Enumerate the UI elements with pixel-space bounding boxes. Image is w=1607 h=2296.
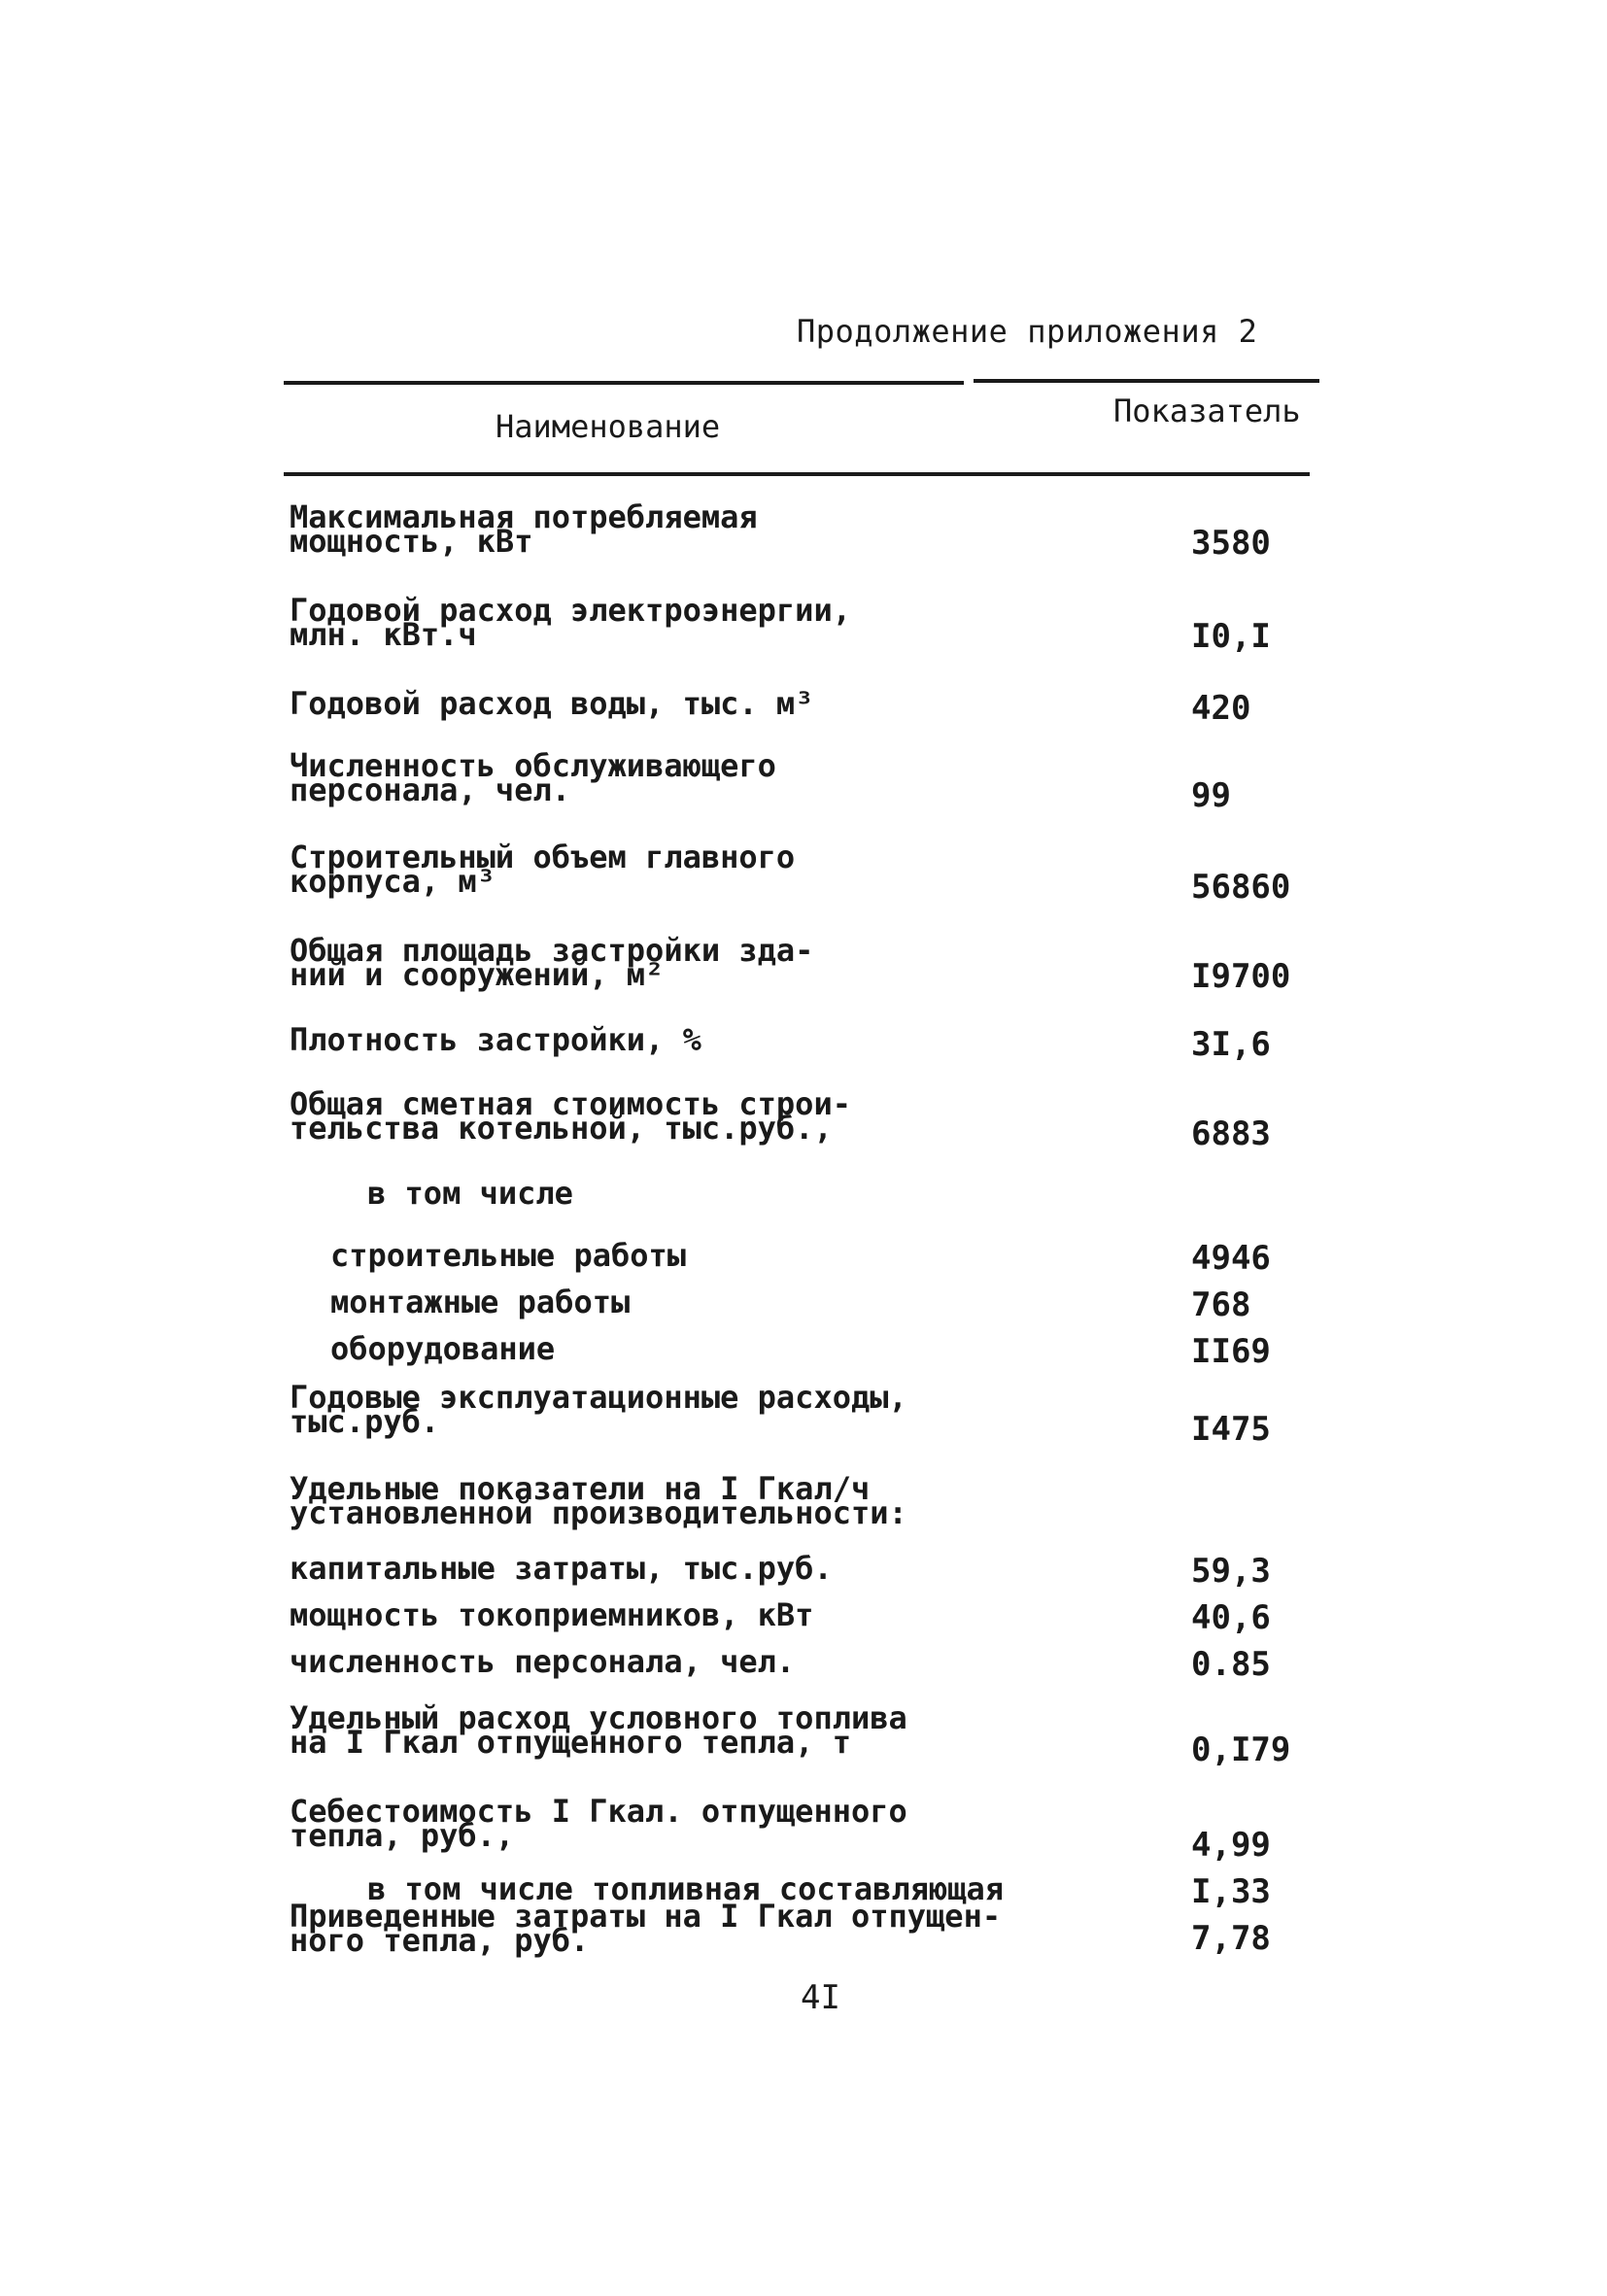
row-name: Годовой расход электроэнергии, млн. кВт.ч xyxy=(290,592,851,653)
row-name: оборудование xyxy=(330,1330,556,1367)
row-value: I9700 xyxy=(1191,957,1291,996)
column-header-value: Показатель xyxy=(1113,393,1301,429)
row-value: I,33 xyxy=(1191,1872,1271,1911)
row-value: 4946 xyxy=(1191,1239,1271,1278)
row-name: Удельные показатели на I Гкал/ч установленной производительности: xyxy=(290,1470,907,1531)
table-top-rule-right xyxy=(974,379,1319,383)
column-header-name: Наименование xyxy=(496,408,721,445)
row-name: Плотность застройки, % xyxy=(290,1021,701,1058)
row-name: строительные работы xyxy=(330,1237,687,1274)
table-header-rule xyxy=(284,472,1310,476)
row-value: 0.85 xyxy=(1191,1645,1271,1684)
row-value: 0,I79 xyxy=(1191,1731,1291,1769)
row-value: 7,78 xyxy=(1191,1919,1271,1958)
row-value: 56860 xyxy=(1191,868,1291,907)
row-name: Общая сметная стоимость строи- тельства котельной, тыс.руб., xyxy=(290,1085,851,1147)
row-name: Приведенные затраты на I Гкал отпущен- ного тепла, руб. xyxy=(290,1898,1002,1959)
row-value: 768 xyxy=(1191,1285,1251,1324)
row-name: капитальные затраты, тыс.руб. xyxy=(290,1550,833,1587)
row-value: 3I,6 xyxy=(1191,1025,1271,1064)
row-value: I475 xyxy=(1191,1410,1271,1449)
row-value: 99 xyxy=(1191,776,1231,815)
row-name: Годовые эксплуатационные расходы, тыс.руб. xyxy=(290,1379,907,1440)
row-name: Общая площадь застройки зда- ний и сооружений, м² xyxy=(290,932,814,993)
row-name: мощность токоприемников, кВт xyxy=(290,1596,814,1633)
page-number: 4I xyxy=(801,1978,840,2017)
row-value: I0,I xyxy=(1191,617,1271,656)
row-value: 40,6 xyxy=(1191,1598,1271,1637)
row-name: Годовой расход воды, тыс. м³ xyxy=(290,685,814,722)
row-name: монтажные работы xyxy=(330,1284,631,1320)
row-value: 6883 xyxy=(1191,1114,1271,1153)
row-name: Себестоимость I Гкал. отпущенного тепла, руб., xyxy=(290,1793,907,1854)
row-value: 3580 xyxy=(1191,524,1271,563)
row-name: Удельный расход условного топлива на I Гкал отпущенного тепла, т xyxy=(290,1699,907,1761)
row-value: 420 xyxy=(1191,689,1251,728)
row-value: II69 xyxy=(1191,1332,1271,1371)
appendix-continuation-note: Продолжение приложения 2 xyxy=(797,313,1258,350)
row-value: 59,3 xyxy=(1191,1552,1271,1591)
row-name: численность персонала, чел. xyxy=(290,1643,796,1680)
row-name: Строительный объем главного корпуса, м³ xyxy=(290,839,796,900)
row-name: в том числе топливная составляющая xyxy=(367,1870,1005,1907)
row-name: Численность обслуживающего персонала, чел. xyxy=(290,747,776,808)
row-name: Максимальная потребляемая мощность, кВт xyxy=(290,498,758,560)
row-value: 4,99 xyxy=(1191,1826,1271,1865)
row-name: в том числе xyxy=(367,1175,573,1212)
table-top-rule-left xyxy=(284,381,964,385)
